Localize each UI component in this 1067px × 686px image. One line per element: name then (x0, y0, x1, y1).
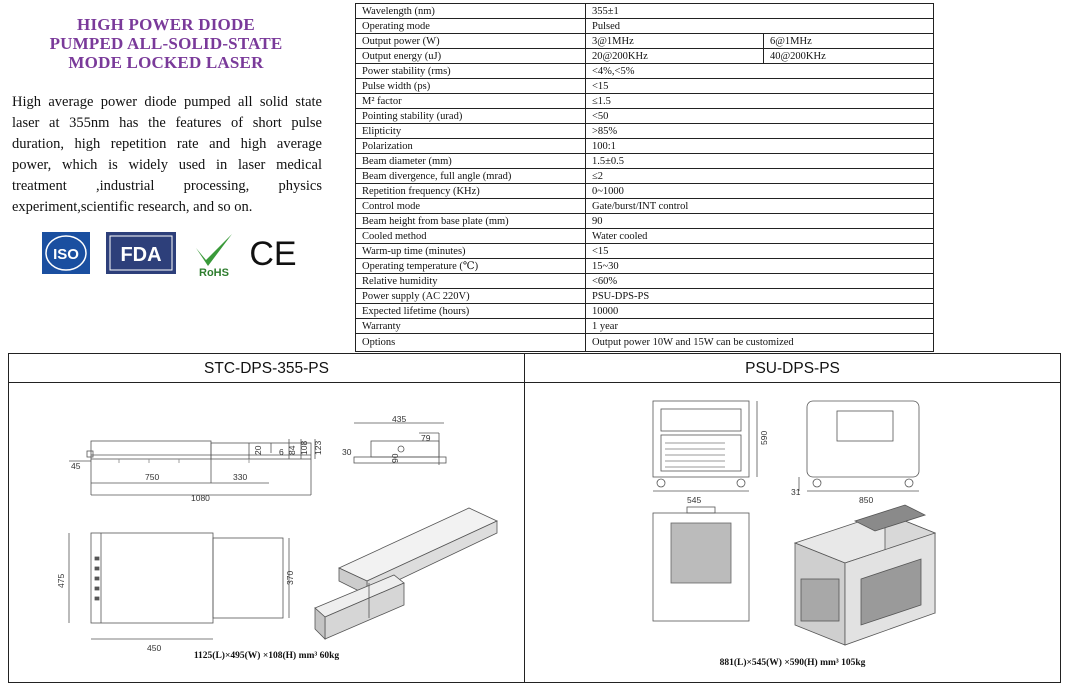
title-line-2: PUMPED ALL-SOLID-STATE (49, 34, 283, 53)
spec-row (356, 4, 934, 19)
spec-label: Control mode (356, 199, 586, 214)
dim-31: 31 (791, 487, 801, 497)
dim-545: 545 (687, 495, 702, 505)
laser-head-caption: 1125(L)×495(W) ×108(H) mm³ 60kg (193, 651, 340, 661)
spec-label: Elipticity (356, 124, 586, 139)
power-supply-front-view (653, 401, 757, 491)
spec-value: 355±1 (586, 4, 934, 19)
spec-label: Options (356, 334, 586, 352)
spec-row (356, 34, 934, 49)
spec-value: ≤2 (586, 169, 934, 184)
spec-row (356, 184, 934, 199)
dim-90: 90 (390, 453, 400, 463)
dim-108: 108 (299, 440, 309, 455)
power-supply-isometric-view (795, 505, 935, 645)
spec-value: 0~1000 (586, 184, 934, 199)
spec-row (356, 274, 934, 289)
dim-435: 435 (392, 414, 407, 424)
spec-row (356, 319, 934, 334)
laser-head-model: STC-DPS-355-PS (9, 354, 524, 383)
dim-1080: 1080 (191, 493, 210, 503)
spec-row (356, 49, 934, 64)
ce-logo-text: CE (249, 235, 297, 272)
spec-row (356, 199, 934, 214)
spec-value: <50 (586, 109, 934, 124)
dim-45: 45 (71, 461, 81, 471)
spec-label: Output power (W) (356, 34, 586, 49)
spec-value: 1.5±0.5 (586, 154, 934, 169)
spec-row (356, 229, 934, 244)
spec-label: Repetition frequency (KHz) (356, 184, 586, 199)
dim-30: 30 (342, 447, 352, 457)
spec-value-secondary: 6@1MHz (764, 34, 934, 49)
spec-row (356, 124, 934, 139)
spec-label: Pulse width (ps) (356, 79, 586, 94)
dim-450: 450 (147, 643, 162, 653)
dim-330: 330 (233, 472, 248, 482)
dim-6: 6 (279, 447, 284, 457)
spec-row (356, 109, 934, 124)
spec-label: Pointing stability (urad) (356, 109, 586, 124)
spec-value: 20@200KHz (586, 49, 764, 64)
spec-label: Power stability (rms) (356, 64, 586, 79)
dim-123: 123 (313, 440, 323, 455)
dim-475: 475 (56, 573, 66, 588)
spec-row (356, 139, 934, 154)
spec-value-secondary: 40@200KHz (764, 49, 934, 64)
spec-row (356, 334, 934, 352)
spec-label: Beam divergence, full angle (mrad) (356, 169, 586, 184)
power-supply-model: PSU-DPS-PS (525, 354, 1060, 383)
spec-row (356, 79, 934, 94)
spec-value: <4%,<5% (586, 64, 934, 79)
iso-logo-text: ISO (53, 246, 79, 263)
spec-value: Gate/burst/INT control (586, 199, 934, 214)
spec-value: <60% (586, 274, 934, 289)
spec-row (356, 259, 934, 274)
spec-label: M² factor (356, 94, 586, 109)
dim-750: 750 (145, 472, 160, 482)
spec-label: Warranty (356, 319, 586, 334)
spec-label: Beam diameter (mm) (356, 154, 586, 169)
spec-label: Beam height from base plate (mm) (356, 214, 586, 229)
fda-logo (106, 232, 176, 274)
spec-value: <15 (586, 79, 934, 94)
title-line-1: HIGH POWER DIODE (77, 15, 255, 34)
spec-label: Operating mode (356, 19, 586, 34)
spec-value: Pulsed (586, 19, 934, 34)
product-title (10, 15, 322, 72)
dim-84: 84 (287, 445, 297, 455)
spec-row (356, 19, 934, 34)
spec-row (356, 214, 934, 229)
spec-value: 3@1MHz (586, 34, 764, 49)
ce-logo (247, 232, 299, 272)
spec-label: Polarization (356, 139, 586, 154)
spec-row (356, 64, 934, 79)
rohs-logo (192, 232, 236, 278)
spec-value: <15 (586, 244, 934, 259)
spec-value: ≤1.5 (586, 94, 934, 109)
spec-row (356, 154, 934, 169)
spec-row (356, 304, 934, 319)
drawings-section (8, 353, 1061, 683)
dim-850: 850 (859, 495, 874, 505)
specifications-table-body (356, 4, 934, 352)
spec-value: 90 (586, 214, 934, 229)
dim-370: 370 (285, 570, 295, 585)
specifications-table (355, 3, 934, 352)
dim-20: 20 (253, 445, 263, 455)
spec-row (356, 244, 934, 259)
dim-79: 79 (421, 433, 431, 443)
spec-value: Water cooled (586, 229, 934, 244)
power-supply-caption: 881(L)×545(W) ×590(H) mm³ 105kg (719, 658, 866, 668)
dim-590: 590 (759, 430, 769, 445)
spec-label: Operating temperature (℃) (356, 259, 586, 274)
spec-value: Output power 10W and 15W can be customized (586, 334, 934, 352)
laser-head-drawings (9, 383, 524, 681)
laser-head-isometric-view (315, 508, 497, 639)
spec-value: 100:1 (586, 139, 934, 154)
spec-label: Output energy (uJ) (356, 49, 586, 64)
spec-label: Wavelength (nm) (356, 4, 586, 19)
spec-value: PSU-DPS-PS (586, 289, 934, 304)
laser-head-top-view (69, 533, 289, 639)
rohs-logo-text: RoHS (199, 267, 229, 278)
power-supply-side-view (799, 401, 919, 491)
laser-head-panel (9, 354, 525, 682)
spec-label: Power supply (AC 220V) (356, 289, 586, 304)
power-supply-drawings (525, 383, 1060, 681)
spec-row (356, 289, 934, 304)
spec-label: Relative humidity (356, 274, 586, 289)
power-supply-panel (525, 354, 1060, 682)
spec-value: >85% (586, 124, 934, 139)
spec-label: Warm-up time (minutes) (356, 244, 586, 259)
spec-row (356, 94, 934, 109)
spec-row (356, 169, 934, 184)
product-description: High average power diode pumped all solid state laser at 355nm has the features of short pulse duration, high repetition rate and high average power, which is widely used in laser medical treatment ,industrial processing, physics experiment,scientific research, and so on. (12, 94, 322, 215)
fda-logo-text: FDA (120, 244, 162, 266)
spec-value: 15~30 (586, 259, 934, 274)
spec-label: Expected lifetime (hours) (356, 304, 586, 319)
spec-value: 10000 (586, 304, 934, 319)
spec-label: Cooled method (356, 229, 586, 244)
power-supply-top-view (653, 507, 749, 621)
iso-logo (42, 232, 90, 274)
laser-head-end-view (354, 423, 446, 465)
spec-value: 1 year (586, 319, 934, 334)
title-line-3: MODE LOCKED LASER (68, 53, 264, 72)
